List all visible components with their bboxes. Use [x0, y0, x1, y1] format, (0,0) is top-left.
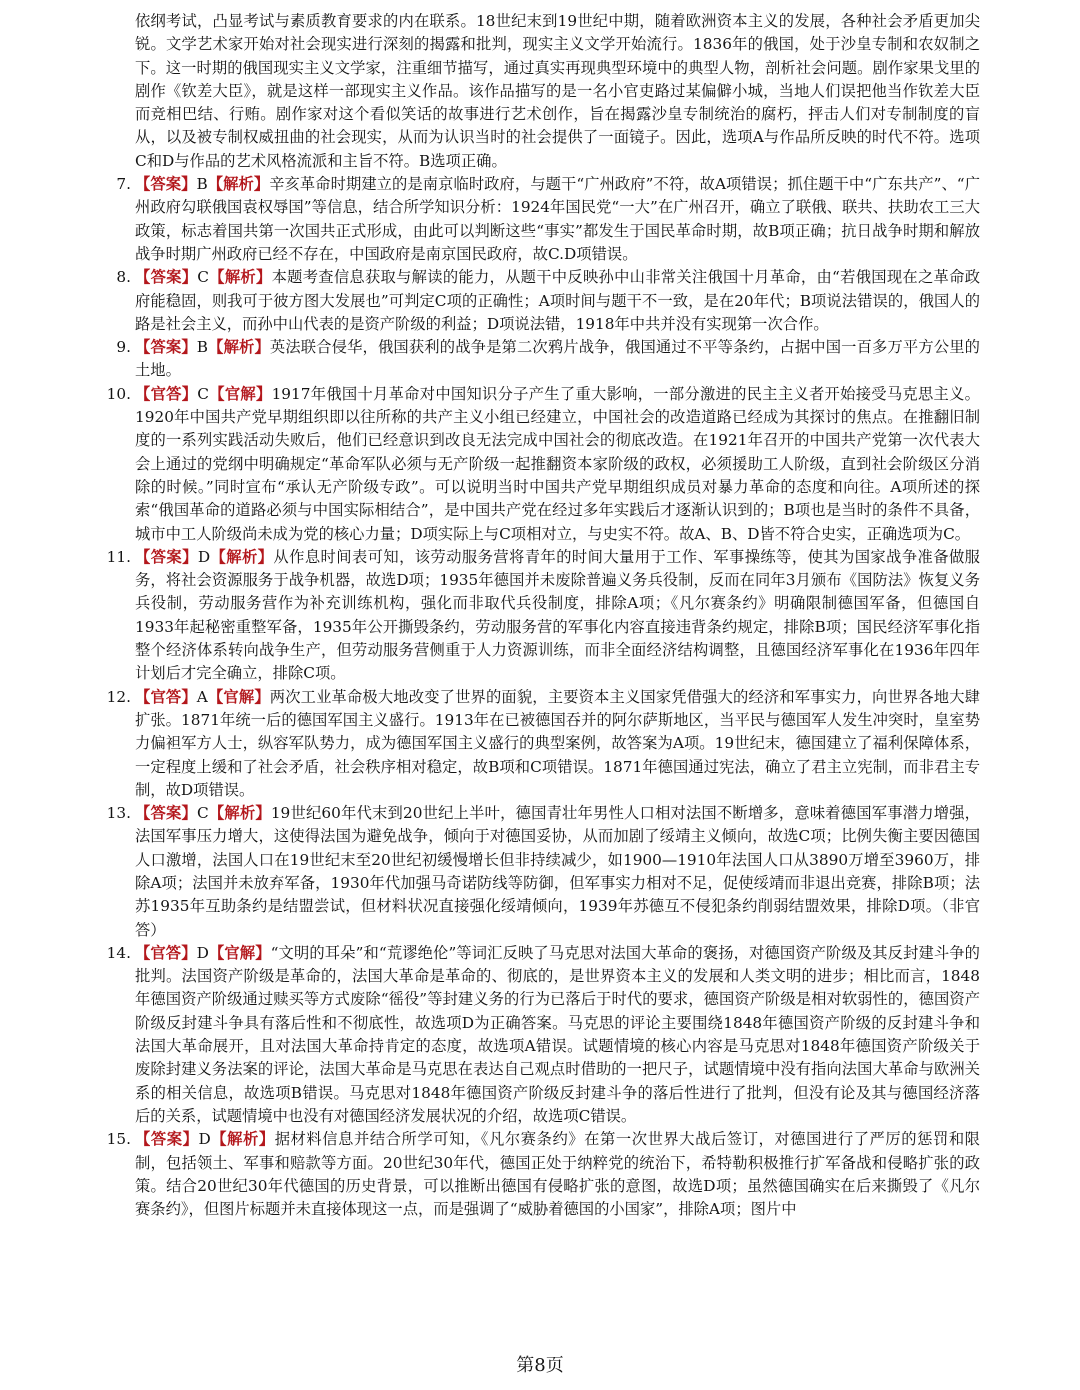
answer-item	[100, 336, 980, 383]
answer-letter: D	[196, 943, 209, 962]
answer-item	[100, 942, 980, 1128]
answer-tag: 【答案】	[135, 175, 197, 194]
explanation-text: 辛亥革命时期建立的是南京临时政府，与题干“广州政府”不符，故A项错误；抓住题干中“广东共产”、“广州政府勾联俄国袁权辱国”等信息，结合所学知识分析：1924年国民党“一大”在广州召开，确立了联俄、联共、扶助农工三大政策，标志着国共第一次国共正式形成，由此可以判断这些“事实”都发生于国民革命时期，故B项正确；抗日战争时期和解放战争时期广州政府已经不存在，中国政府是南京国民政府，故C.D项错误。	[135, 175, 980, 263]
answer-item	[100, 173, 980, 266]
explanation-tag: 【解析】	[208, 338, 270, 357]
question-number: 9.	[116, 338, 131, 357]
explanation-tag: 【解析】	[210, 547, 274, 566]
continued-paragraph: 依纲考试，凸显考试与素质教育要求的内在联系。18世纪末到19世纪中期，随着欧洲资本主义的发展，各种社会矛盾更加尖锐。文学艺术家开始对社会现实进行深刻的揭露和批判，现实主义文学开始流行。1836年的俄国，处于沙皇专制和农奴制之下。这一时期的俄国现实主义文学家，注重细节描写，通过真实再现典型环境中的典型人物，剖析社会问题。剧作家果戈里的剧作《钦差大臣》，就是这样一部现实主义作品。该作品描写的是一名小官吏路过某偏僻小城，当地人们误把他当作钦差大臣而竞相巴结、行贿。剧作家对这个看似笑话的故事进行艺术创作，旨在揭露沙皇专制统治的腐朽，抨击人们对专制制度的盲从，以及被专制权威扭曲的社会现实，从而为认识当时的社会提供了一面镜子。因此，选项A与作品所反映的时代不符。选项C和D与作品的艺术风格流派和主旨不符。B选项正确。	[135, 12, 980, 170]
question-number: 14.	[106, 943, 131, 962]
answer-letter: A	[196, 687, 208, 706]
answer-tag: 【官答】	[135, 943, 197, 962]
explanation-text: 英法联合侵华，俄国获利的战争是第二次鸦片战争，俄国通过不平等条约，占据中国一百多万平方公里的土地。	[135, 338, 980, 380]
answer-tag: 【答案】	[135, 268, 198, 287]
explanation-tag: 【解析】	[209, 268, 272, 287]
question-number: 7.	[116, 175, 131, 194]
answer-item	[100, 686, 980, 802]
explanation-text: 据材料信息并结合所学可知，《凡尔赛条约》在第一次世界大战后签订，对德国进行了严厉的惩罚和限制，包括领土、军事和赔款等方面。20世纪30年代，德国正处于纳粹党的统治下，希特勒积极推行扩军备战和侵略扩张的政策。结合20世纪30年代德国的历史背景，可以推断出德国有侵略扩张的意图，故选D项；虽然德国确实在后来撕毁了《凡尔赛条约》，但图片标题并未直接体现这一点，而是强调了“威胁着德国的小国家”，排除A项；图片中	[135, 1130, 980, 1219]
explanation-tag: 【官解】	[207, 687, 270, 706]
explanation-tag: 【官解】	[209, 384, 272, 403]
answer-explanations	[100, 10, 980, 1221]
explanation-text: 1917年俄国十月革命对中国知识分子产生了重大影响，一部分激进的民主主义者开始接受马克思主义。1920年中国共产党早期组织即以往所称的共产主义小组已经建立，中国社会的改造道路已经成为其探讨的焦点。在推翻旧制度的一系列实践活动失败后，他们已经意识到改良无法完成中国社会的彻底改造。在1921年召开的中国共产党第一次代表大会上通过的党纲中明确规定“革命军队必须与无产阶级一起推翻资本家阶级的政权，必须援助工人阶级，直到社会阶级区分消除的时候。”同时宣布“承认无产阶级专政”。可以说明当时中国共产党早期组织成员对暴力革命的态度和向往。A项所述的探索“俄国革命的道路必须与中国实际相结合”，是中国共产党在经过多年实践后才逐渐认识到的；B项也是当时的条件不具备，城市中工人阶级尚未成为党的核心力量；D项实际上与C项相对立，与史实不符。故A、B、D皆不符合史实，正确选项为C。	[135, 384, 980, 543]
answer-item	[100, 383, 980, 546]
answer-tag: 【答案】	[135, 547, 198, 566]
explanation-text: 两次工业革命极大地改变了世界的面貌，主要资本主义国家凭借强大的经济和军事实力，向世界各地大肆扩张。1871年统一后的德国军国主义盛行。1913年在已被德国吞并的阿尔萨斯地区，当平民与德国军人发生冲突时，皇室势力偏袒军方人士，纵容军队势力，成为德国军国主义盛行的典型案例，故答案为A项。19世纪末，德国建立了福利保障体系，一定程度上缓和了社会矛盾，社会秩序相对稳定，故B项和C项错误。1871年德国通过宪法，确立了君主立宪制，而非君主专制，故D项错误。	[135, 687, 980, 799]
answer-letter: B	[196, 175, 208, 194]
question-number: 15.	[106, 1130, 131, 1149]
answer-tag: 【官答】	[135, 687, 197, 706]
answer-tag: 【答案】	[135, 804, 197, 823]
explanation-text: 从作息时间表可知，该劳动服务营将青年的时间大量用于工作、军事操练等，使其为国家战争准备做服务，将社会资源服务于战争机器，故选D项；1935年德国并未废除普遍义务兵役制，反而在同年3月颁布《国防法》恢复义务兵役制，劳动服务营作为补充训练机构，强化而非取代兵役制度，排除A项；《凡尔赛条约》明确限制德国军备，但德国自1933年起秘密重整军备，1935年公开撕毁条约，劳动服务营的军事化内容直接违背条约规定，排除B项；国民经济军事化指整个经济体系转向战争生产，但劳动服务营侧重于人力资源训练，而非全面经济结构调整，且德国经济军事化在1936年四年计划后才完全确立，排除C项。	[135, 547, 980, 683]
answer-item	[100, 1128, 980, 1221]
answer-letter: D	[198, 1130, 211, 1149]
question-number: 12.	[106, 687, 131, 706]
page-number: 第8页	[516, 1355, 564, 1376]
question-number: 13.	[106, 804, 131, 823]
answer-item	[100, 546, 980, 686]
explanation-tag: 【官解】	[208, 943, 271, 962]
answer-tag: 【答案】	[135, 1130, 199, 1149]
question-number: 10.	[106, 384, 131, 403]
explanation-text: 19世纪60年代末到20世纪上半叶，德国青壮年男性人口相对法国不断增多，意味着德国军事潜力增强，法国军事压力增大，这使得法国为避免战争，倾向于对德国妥协，从而加剧了绥靖主义倾向，故选C项；比例失衡主要因德国人口激增，法国人口在19世纪末至20世纪初缓慢增长但非持续减少，如1900—1910年法国人口从3890万增至3960万，排除A项；法国并未放弃军备，1930年代加强马奇诺防线等防御，但军事实力相对不足，促使绥靖而非退出竞赛，排除B项；法苏1935年互助条约是结盟尝试，但材料状况直接强化绥靖倾向，1939年苏德互不侵犯条约削弱结盟效果，排除D项。（非官答）	[135, 804, 980, 939]
explanation-tag: 【解析】	[208, 804, 271, 823]
answer-tag: 【答案】	[135, 338, 197, 357]
answer-item	[100, 266, 980, 336]
answer-letter: C	[197, 384, 209, 403]
question-number: 11.	[106, 547, 131, 566]
answer-letter: D	[197, 547, 211, 566]
answer-item	[100, 802, 980, 942]
explanation-text: 本题考查信息获取与解读的能力，从题干中反映孙中山非常关注俄国十月革命，由“若俄国现在之革命政府能稳固，则我可于彼方图大发展也”可判定C项的正确性；A项时间与题干不一致，是在20年代；B项说法错误的，俄国人的路是社会主义，而孙中山代表的是资产阶级的利益；D项说法错，1918年中共并没有实现第一次合作。	[135, 268, 980, 333]
answer-letter: B	[196, 338, 209, 357]
explanation-tag: 【解析】	[210, 1130, 275, 1149]
explanation-text: “文明的耳朵”和“荒谬绝伦”等词汇反映了马克思对法国大革命的褒扬，对德国资产阶级及其反封建斗争的批判。法国资产阶级是革命的，法国大革命是革命的、彻底的，是世界资本主义的发展和人类文明的进步；相比而言，1848年德国资产阶级通过赎买等方式废除“徭役”等封建义务的行为已落后于时代的要求，德国资产阶级是相对软弱性的，德国资产阶级反封建斗争具有落后性和不彻底性，故选项D为正确答案。马克思的评论主要围绕1848年德国资产阶级的反封建斗争和法国大革命展开，且对法国大革命持肯定的态度，故选项A错误。试题情境的核心内容是马克思对1848年德国资产阶级关于废除封建义务法案的评论，法国大革命是马克思在表达自己观点时借助的一把尺子，试题情境中没有指向法国大革命与欧洲关系的相关信息，故选项B错误。马克思对1848年德国资产阶级反封建斗争的落后性进行了批判，但没有论及其与德国经济落后的关系，试题情境中也没有对德国经济发展状况的介绍，故选项C错误。	[135, 943, 980, 1125]
answer-letter: C	[197, 268, 209, 287]
answer-list	[100, 173, 980, 1221]
answer-letter: C	[196, 804, 209, 823]
answer-tag: 【官答】	[135, 384, 198, 403]
question-number: 8.	[116, 268, 131, 287]
explanation-tag: 【解析】	[207, 175, 270, 194]
